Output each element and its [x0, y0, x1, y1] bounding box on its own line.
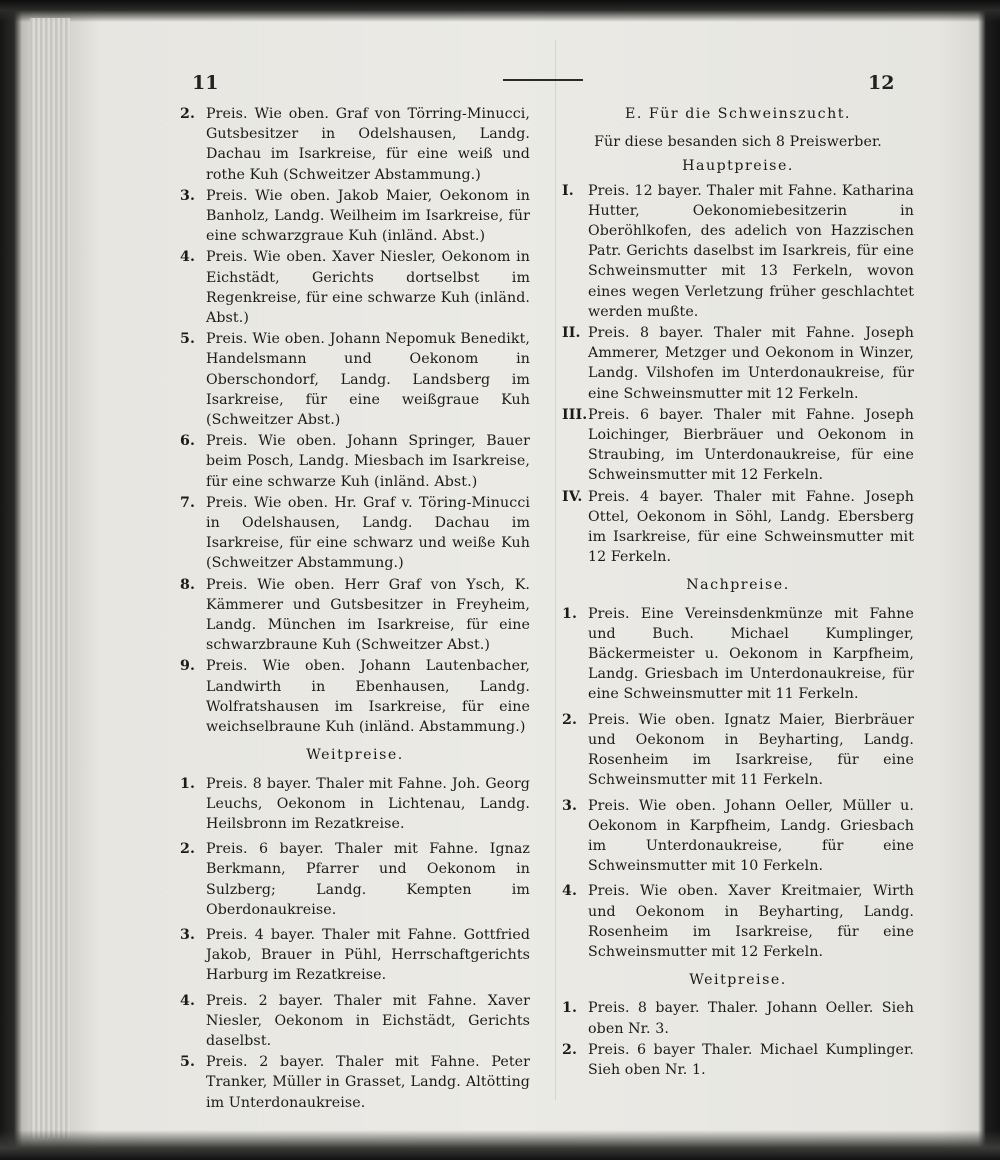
- entry-number: 5.: [180, 1054, 196, 1071]
- entry-text: Preis. Wie oben. Graf von Törring-Minucci, Gutsbesitzer in Odelshausen, Landg. Dachau im Isarkreise, für eine weiß und rothe Kuh (Schweitzer Abstammung.): [206, 106, 530, 183]
- prize-entry: [180, 329, 530, 430]
- entry-text: Preis. Wie oben. Herr Graf von Ysch, K. Kämmerer und Gutsbesitzer in Freyheim, Landg. München im Isarkreise, für eine schwarzbraune Kuh (Schweitzer Abst.): [206, 576, 530, 654]
- prize-entry: [180, 656, 530, 737]
- entry-text: Preis. 6 bayer Thaler. Michael Kumplinger. Sieh oben Nr. 1.: [588, 1041, 914, 1078]
- entry-number: 1.: [562, 605, 578, 622]
- entry-text: Preis. Wie oben. Johann Lautenbacher, Landwirth in Ebenhausen, Landg. Wolfratshausen im Isarkreise, für eine weichselbraune Kuh (inländ. Abstammung.): [206, 658, 530, 736]
- entry-number: 1.: [180, 775, 196, 792]
- entry-text: Preis. 8 bayer. Thaler mit Fahne. Joh. Georg Leuchs, Oekonom in Lichtenau, Landg. Heilsbronn im Rezatkreise.: [206, 775, 530, 832]
- section-heading-hauptpreise: Hauptpreise.: [682, 158, 794, 175]
- prize-entry: [180, 1052, 530, 1113]
- entry-number: II.: [562, 325, 581, 342]
- entry-number: I.: [562, 182, 574, 199]
- prize-entry: [562, 323, 914, 404]
- entry-number: 9.: [180, 658, 196, 675]
- entry-text: Preis. Wie oben. Xaver Kreitmaier, Wirth und Oekonom in Beyharting, Landg. Rosenheim im Isarkreise, für eine Schweinsmutter mit 12 Ferkeln.: [588, 883, 914, 960]
- entry-text: Preis. 6 bayer. Thaler mit Fahne. Joseph Loichinger, Bierbräuer und Oekonom in Straubing, im Unterdonaukreise, für eine Schweinsmutter mit 12 Ferkeln.: [588, 406, 914, 484]
- prize-entry: [562, 487, 914, 568]
- entry-text: Preis. 12 bayer. Thaler mit Fahne. Katharina Hutter, Oekonomiebesitzerin in Oberöhlkofen, des adelich von Hazzischen Patr. Gerichts daselbst im Isarkreis, für eine Schweinsmutter mit 13 Ferkeln, wovon eines wegen Verletzung früher geschlachtet werden mußte.: [588, 182, 914, 320]
- prize-entry: [180, 991, 530, 1052]
- entry-number: 4.: [562, 883, 578, 900]
- entry-text: Preis. 8 bayer. Thaler mit Fahne. Joseph Ammerer, Metzger und Oekonom in Winzer, Landg. Vilshofen im Unterdonaukreise, für eine Schweinsmutter mit 12 Ferkeln.: [588, 325, 914, 402]
- entry-text: Preis. 2 bayer. Thaler mit Fahne. Xaver Niesler, Oekonom in Eichstädt, Gerichts daselbst.: [206, 992, 530, 1049]
- section-heading-schweinszucht: E. Für die Schweinszucht.: [625, 106, 851, 122]
- entry-number: 4.: [180, 992, 196, 1009]
- prize-entry: [562, 1040, 914, 1080]
- scan-bottom-shadow: [0, 1130, 1000, 1160]
- entry-number: 2.: [562, 711, 578, 728]
- entry-number: III.: [562, 406, 588, 423]
- entry-number: 8.: [180, 576, 196, 593]
- entry-text: Preis. Wie oben. Jakob Maier, Oekonom in Banholz, Landg. Weilheim im Isarkreise, für eine schwarzgraue Kuh (inländ. Abst.): [206, 187, 530, 245]
- prize-entry: [180, 104, 530, 185]
- entry-number: IV.: [562, 488, 583, 505]
- entry-number: 3.: [562, 797, 578, 814]
- entry-number: 1.: [562, 1000, 578, 1017]
- prize-entry: [562, 405, 914, 486]
- prize-entry: [562, 710, 914, 791]
- section-heading-nachpreise: Nachpreise.: [686, 577, 790, 594]
- entry-text: Preis. 4 bayer. Thaler mit Fahne. Gottfried Jakob, Brauer in Pühl, Herrschaftgerichts Harburg im Rezatkreise.: [206, 926, 530, 984]
- entry-text: Preis. Wie oben. Ignatz Maier, Bierbräuer und Oekonom in Beyharting, Landg. Rosenheim im Isarkreise, für eine Schweinsmutter mit 11 Ferkeln.: [588, 711, 914, 789]
- header-rule: [503, 79, 583, 81]
- section-heading-weitpreise-right: Weitpreise.: [689, 972, 787, 989]
- entry-text: Preis. 2 bayer. Thaler mit Fahne. Peter Tranker, Müller in Grasset, Landg. Altötting im Unterdonaukreise.: [206, 1054, 530, 1111]
- prize-entry: [562, 881, 914, 962]
- entry-text: Preis. 8 bayer. Thaler. Johann Oeller. Sieh oben Nr. 3.: [588, 1000, 914, 1037]
- prize-entry: [180, 774, 530, 835]
- entry-number: 3.: [180, 187, 196, 204]
- entry-number: 7.: [180, 494, 196, 511]
- entry-number: 6.: [180, 433, 196, 450]
- page-number-left: 11: [192, 72, 219, 94]
- page-number-right: 12: [868, 72, 895, 94]
- section-heading-weitpreise: Weitpreise.: [306, 747, 404, 764]
- entry-text: Preis. 6 bayer. Thaler mit Fahne. Ignaz Berkmann, Pfarrer und Oekonom in Sulzberg; Landg. Kempten im Oberdonaukreise.: [206, 841, 530, 918]
- prize-entry: [562, 796, 914, 877]
- entry-text: Preis. 4 bayer. Thaler mit Fahne. Joseph Ottel, Oekonom in Söhl, Landg. Ebersberg im Isarkreise, für eine Schweinsmutter mit 12 Ferkeln.: [588, 488, 914, 566]
- page-edges: [30, 18, 70, 1138]
- section-intro: Für diese besanden sich 8 Preiswerber.: [594, 134, 882, 151]
- right-column: [562, 104, 914, 1081]
- prize-entry: [180, 247, 530, 328]
- prize-entry: [180, 925, 530, 986]
- column-gutter: [555, 40, 556, 1100]
- scan-top-shadow: [0, 0, 1000, 22]
- prize-entry: [180, 493, 530, 574]
- entry-number: 2.: [180, 106, 196, 122]
- left-column: [180, 104, 530, 1114]
- prize-entry: [180, 839, 530, 920]
- prize-entry: [180, 575, 530, 656]
- prize-entry: [562, 181, 914, 322]
- entry-text: Preis. Wie oben. Xaver Niesler, Oekonom in Eichstädt, Gerichts dortselbst im Regenkreise, für eine schwarze Kuh (inländ. Abst.): [206, 249, 530, 327]
- prize-entry: [562, 998, 914, 1038]
- entry-number: 3.: [180, 926, 196, 943]
- prize-entry: [180, 186, 530, 247]
- entry-number: 5.: [180, 331, 196, 348]
- entry-number: 2.: [562, 1041, 578, 1058]
- entry-text: Preis. Wie oben. Johann Springer, Bauer beim Posch, Landg. Miesbach im Isarkreise, für eine schwarze Kuh (inländ. Abst.): [206, 433, 530, 490]
- entry-text: Preis. Wie oben. Hr. Graf v. Töring-Minucci in Odelshausen, Landg. Dachau im Isarkreise, für eine schwarz und weiße Kuh (Schweitzer Abstammung.): [206, 494, 530, 572]
- prize-entry: [562, 604, 914, 705]
- entry-number: 2.: [180, 841, 196, 858]
- entry-text: Preis. Wie oben. Johann Oeller, Müller u. Oekonom in Karpfheim, Landg. Griesbach im Unterdonaukreise, für eine Schweinsmutter mit 10 Ferkeln.: [588, 797, 914, 875]
- entry-text: Preis. Eine Vereinsdenkmünze mit Fahne und Buch. Michael Kumplinger, Bäckermeister u. Oekonom in Karpfheim, Landg. Griesbach im Unterdonaukreise, für eine Schweinsmutter mit 11 Ferkeln.: [588, 605, 914, 703]
- entry-number: 4.: [180, 249, 196, 266]
- entry-text: Preis. Wie oben. Johann Nepomuk Benedikt, Handelsmann und Oekonom in Oberschondorf, Landg. Landsberg im Isarkreise, für eine weißgraue Kuh (Schweitzer Abst.): [206, 331, 530, 429]
- prize-entry: [180, 431, 530, 492]
